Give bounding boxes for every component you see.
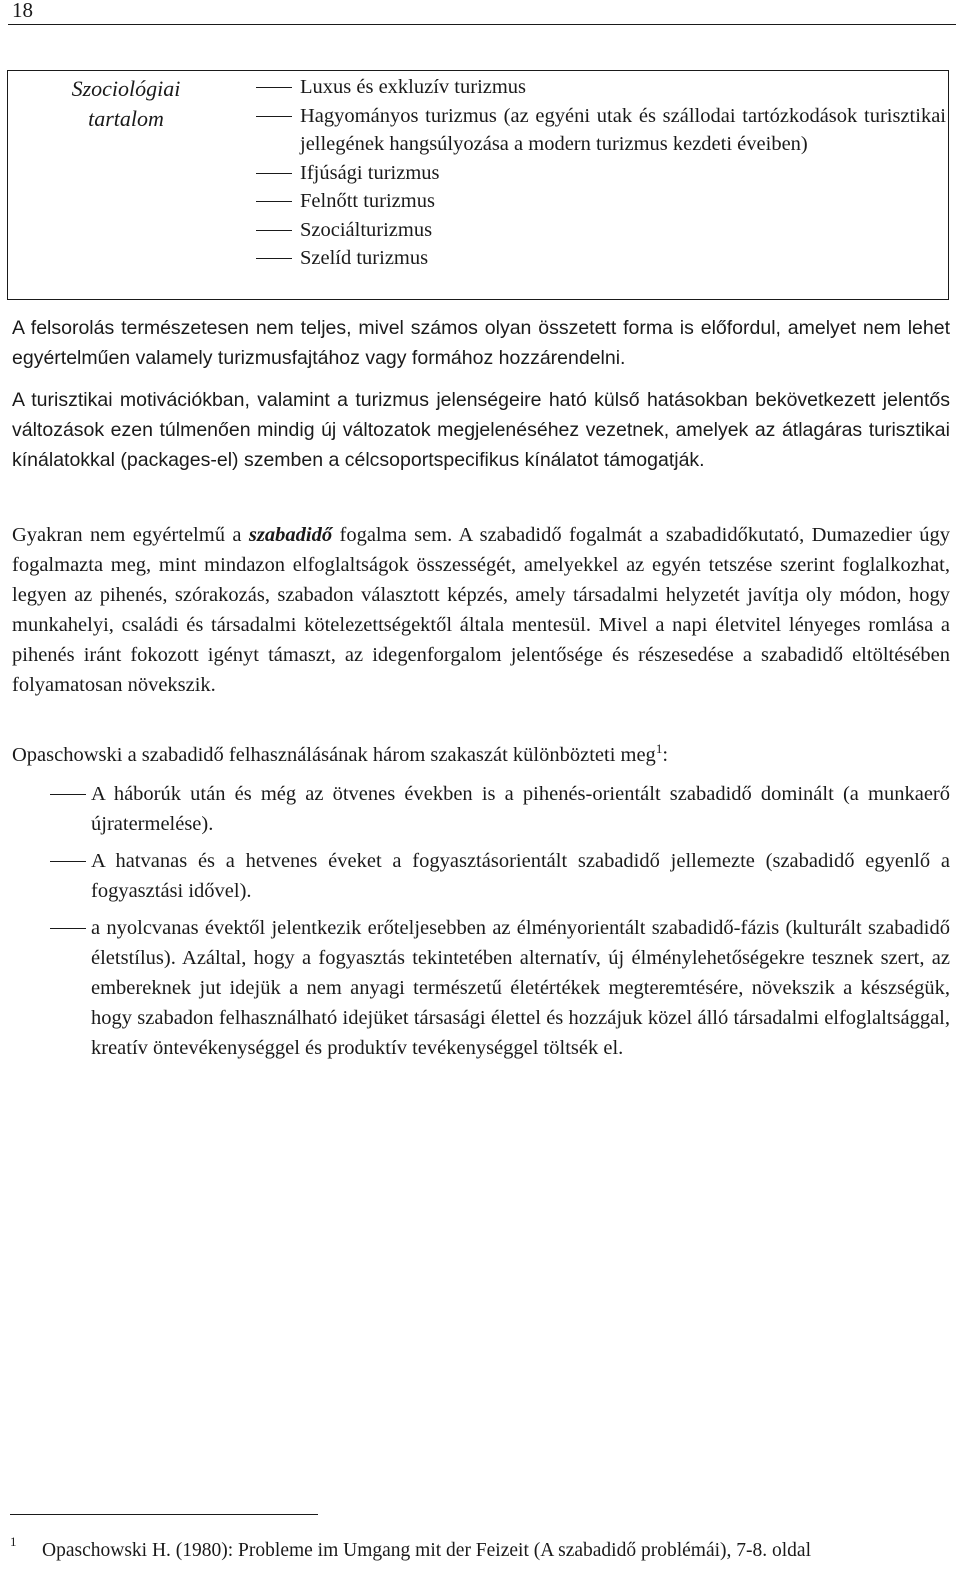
dash-bullet bbox=[256, 87, 292, 88]
dash-bullet bbox=[256, 201, 292, 202]
list-item: Luxus és exkluzív turizmus bbox=[256, 73, 946, 102]
dash-bullet bbox=[50, 794, 86, 795]
footnote-ref: 1 bbox=[655, 741, 663, 756]
list-item: Felnőtt turizmus bbox=[256, 187, 946, 216]
header-rule bbox=[8, 24, 956, 25]
dash-bullet bbox=[50, 928, 86, 929]
page-number: 18 bbox=[12, 0, 33, 22]
footnote-text: Opaschowski H. (1980): Probleme im Umgang mit der Feizeit (A szabadidő problémái), 7-8. oldal bbox=[42, 1540, 812, 1561]
paragraph-2: A turisztikai motivációkban, valamint a turizmus jelenségeire ható külső hatásokban bekövetkezett jelentős változások ezen túlmenően mindig új változatok megjelenéséhez vezetnek, amelyek az átlagáras turisztikai kínálatokkal (packages-el) szemben a célcsoportspecifikus kínálatot támogatják. bbox=[12, 389, 950, 471]
paragraph-1: A felsorolás természetesen nem teljes, mivel számos olyan összetett forma is előfordul, amelyet nem lehet egyértelműen valamely turizmusfajtához vagy formához hozzárendelni. bbox=[12, 317, 950, 369]
dash-bullet bbox=[256, 258, 292, 259]
classification-box bbox=[7, 70, 949, 300]
box-label-line2: tartalom bbox=[88, 106, 164, 131]
box-label-line1: Szociológiai bbox=[71, 76, 181, 101]
list-item: A hatvanas és a hetvenes éveket a fogyasztásorientált szabadidő jellemezte (szabadidő egyenlő a fogyasztási idővel). bbox=[12, 846, 950, 906]
box-label bbox=[46, 74, 206, 134]
footnote-rule bbox=[10, 1514, 318, 1515]
phase-list bbox=[12, 779, 950, 1070]
dash-bullet bbox=[256, 173, 292, 174]
list-item: Szociálturizmus bbox=[256, 216, 946, 245]
paragraph-3: Gyakran nem egyértelmű a szabadidő fogalma sem. A szabadidő fogalmát a szabadidőkutató, Dumazedier úgy fogalmazta meg, mint mindazon elfoglaltságok összességét, amelyekkel az egyén tetszése szerint foglalkozhat, legyen az pihenés, szórakozás, szabadon választott képzés, amely társadalmi helyzetét javítja oly módon, hogy munkahelyi, családi és társadalmi kötelezettségektől általa mentesül. Mivel a napi életvitel lényeges romlása a pihenés iránt fokozott igényt támaszt, az idegenforgalom jelentősége és részesedése a szabadidő eltöltésében folyamatosan növekszik. bbox=[12, 524, 950, 696]
list-item: A háborúk után és még az ötvenes években is a pihenés-orientált szabadidő dominált (a munkaerő újratermelése). bbox=[12, 779, 950, 839]
emphasized-term: szabadidő bbox=[248, 524, 333, 546]
list-item: Hagyományos turizmus (az egyéni utak és szállodai tartózkodások turisztikai jellegének hangsúlyozása a modern turizmus kezdeti éveiben) bbox=[256, 102, 946, 159]
list-item: Szelíd turizmus bbox=[256, 244, 946, 273]
dash-bullet bbox=[256, 116, 292, 117]
dash-bullet bbox=[256, 230, 292, 231]
list-item: Ifjúsági turizmus bbox=[256, 159, 946, 188]
paragraph-4: Opaschowski a szabadidő felhasználásának három szakaszát különbözteti meg$^1$: bbox=[12, 741, 669, 766]
dash-bullet bbox=[50, 861, 86, 862]
list-item: a nyolcvanas évektől jelentkezik erőteljesebben az élményorientált szabadidő-fázis (kulturált szabadidő életstílus). Azáltal, hogy a fogyasztás tekintetében alternatív, új élménylehetőségekre tesznek szert, az embereknek jut idejük a nem anyagi természetű életértékek megteremtésére, növekszik a készségük, hogy szabadon felhasználható idejüket társasági élettel és hozzájuk közel álló társadalmi elfoglaltsággal, kreatív öntevékenységgel és produktív tevékenységgel töltsék el. bbox=[12, 913, 950, 1063]
tourism-type-list bbox=[256, 73, 946, 273]
footnote-mark: 1 bbox=[10, 1534, 17, 1549]
